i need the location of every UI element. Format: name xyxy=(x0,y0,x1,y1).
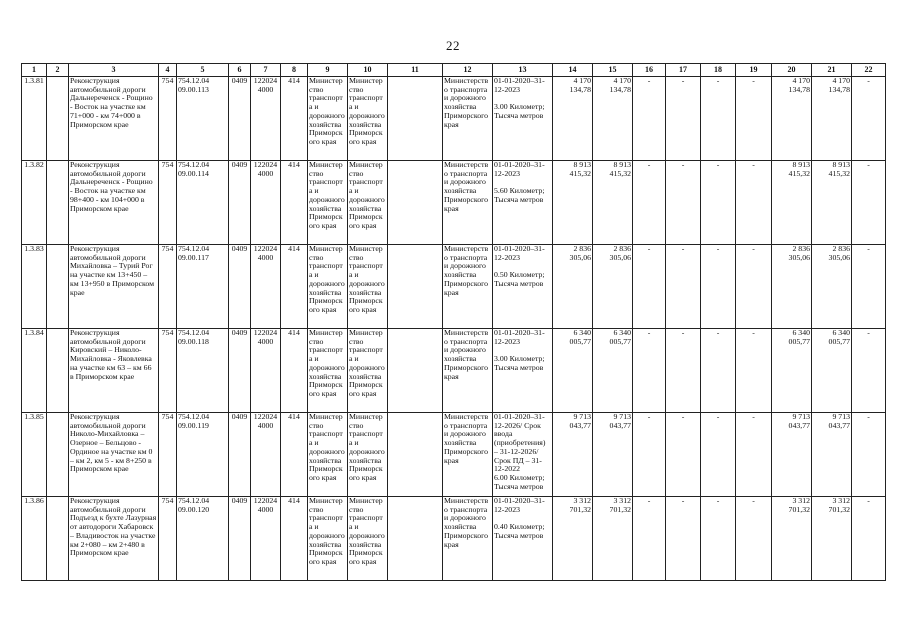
header-cell: 13 xyxy=(493,64,553,77)
dash-cell: - xyxy=(701,245,736,329)
amount-cell: 8 913 415,32 xyxy=(772,161,812,245)
dash-cell: - xyxy=(701,413,736,497)
amount-cell: 4 170 134,78 xyxy=(812,77,852,161)
code-cell: 754.12.04 09.00.113 xyxy=(177,77,229,161)
dash-cell: - xyxy=(852,497,886,581)
table-row xyxy=(22,497,886,581)
dash-cell: - xyxy=(633,329,666,413)
dash-cell: - xyxy=(736,161,772,245)
amount-cell: 8 913 415,32 xyxy=(812,161,852,245)
header-cell: 17 xyxy=(666,64,701,77)
header-cell: 12 xyxy=(443,64,493,77)
recipient-cell: Министерство транспорта и дорожного хозяйства Приморского края xyxy=(443,77,493,161)
col4-cell: 754 xyxy=(159,245,177,329)
header-cell: 3 xyxy=(69,64,159,77)
col11-cell xyxy=(388,161,443,245)
header-cell: 18 xyxy=(701,64,736,77)
col11-cell xyxy=(388,77,443,161)
project-name-cell: Реконструкция автомобильной дороги Михайловка – Турий Рог на участке км 13+450 – км 13+950 в Приморском крае xyxy=(69,245,159,329)
developer-cell: Министерство транспорта и дорожного хозяйства Приморского края xyxy=(348,497,388,581)
dash-cell: - xyxy=(633,161,666,245)
target-code-cell: 122024 4000 xyxy=(251,161,281,245)
page-number: 22 xyxy=(446,38,460,53)
blank-cell xyxy=(47,77,69,161)
project-name-cell: Реконструкция автомобильной дороги Дальнереченск - Рощино - Восток на участке км 98+400 - км 104+000 в Приморском крае xyxy=(69,161,159,245)
header-cell: 10 xyxy=(348,64,388,77)
project-name-cell: Реконструкция автомобильной дороги Дальнереченск - Рощино - Восток на участке км 71+000 - км 74+000 в Приморском крае xyxy=(69,77,159,161)
developer-cell: Министерство транспорта и дорожного хозяйства Приморского края xyxy=(348,77,388,161)
expense-type-cell: 414 xyxy=(281,413,308,497)
dash-cell: - xyxy=(701,329,736,413)
dash-cell: - xyxy=(736,413,772,497)
amount-cell: 6 340 005,77 xyxy=(812,329,852,413)
blank-cell xyxy=(47,497,69,581)
period-capacity-cell: 01-01-2020–31-12-2023 3.00 Километр; Тысяча метров xyxy=(493,77,553,161)
period-capacity-cell: 01-01-2020–31-12-2023 5.60 Километр; Тысяча метров xyxy=(493,161,553,245)
dash-cell: - xyxy=(633,245,666,329)
blank-cell xyxy=(47,161,69,245)
dash-cell: - xyxy=(666,245,701,329)
header-cell: 16 xyxy=(633,64,666,77)
header-cell: 2 xyxy=(47,64,69,77)
dash-cell: - xyxy=(701,77,736,161)
blank-cell xyxy=(47,245,69,329)
expense-type-cell: 414 xyxy=(281,329,308,413)
amount-cell: 6 340 005,77 xyxy=(553,329,593,413)
amount-cell: 9 713 043,77 xyxy=(593,413,633,497)
amount-cell: 6 340 005,77 xyxy=(772,329,812,413)
col4-cell: 754 xyxy=(159,413,177,497)
row-number-cell: 1.3.81 xyxy=(22,77,47,161)
dash-cell: - xyxy=(852,77,886,161)
period-capacity-cell: 01-01-2020–31-12-2023 3.00 Километр; Тысяча метров xyxy=(493,329,553,413)
col4-cell: 754 xyxy=(159,497,177,581)
col11-cell xyxy=(388,413,443,497)
developer-cell: Министерство транспорта и дорожного хозяйства Приморского края xyxy=(348,329,388,413)
header-cell: 11 xyxy=(388,64,443,77)
amount-cell: 3 312 701,32 xyxy=(593,497,633,581)
header-cell: 21 xyxy=(812,64,852,77)
header-cell: 19 xyxy=(736,64,772,77)
row-number-cell: 1.3.85 xyxy=(22,413,47,497)
col4-cell: 754 xyxy=(159,77,177,161)
section-code-cell: 0409 xyxy=(229,413,251,497)
blank-cell xyxy=(47,413,69,497)
section-code-cell: 0409 xyxy=(229,329,251,413)
header-cell: 8 xyxy=(281,64,308,77)
col4-cell: 754 xyxy=(159,329,177,413)
dash-cell: - xyxy=(666,329,701,413)
section-code-cell: 0409 xyxy=(229,497,251,581)
target-code-cell: 122024 4000 xyxy=(251,329,281,413)
dash-cell: - xyxy=(736,497,772,581)
recipient-cell: Министерство транспорта и дорожного хозяйства Приморского края xyxy=(443,413,493,497)
dash-cell: - xyxy=(736,77,772,161)
code-cell: 754.12.04 09.00.119 xyxy=(177,413,229,497)
amount-cell: 3 312 701,32 xyxy=(812,497,852,581)
developer-cell: Министерство транспорта и дорожного хозяйства Приморского края xyxy=(348,413,388,497)
data-table xyxy=(21,63,886,581)
col4-cell: 754 xyxy=(159,161,177,245)
header-cell: 15 xyxy=(593,64,633,77)
table-body xyxy=(22,77,886,581)
developer-cell: Министерство транспорта и дорожного хозяйства Приморского края xyxy=(348,161,388,245)
section-code-cell: 0409 xyxy=(229,77,251,161)
row-number-cell: 1.3.83 xyxy=(22,245,47,329)
customer-cell: Министерство транспорта и дорожного хозяйства Приморского края xyxy=(308,497,348,581)
expense-type-cell: 414 xyxy=(281,161,308,245)
dash-cell: - xyxy=(666,161,701,245)
header-row xyxy=(22,64,886,77)
customer-cell: Министерство транспорта и дорожного хозяйства Приморского края xyxy=(308,77,348,161)
amount-cell: 2 836 305,06 xyxy=(553,245,593,329)
header-cell: 9 xyxy=(308,64,348,77)
period-capacity-cell: 01-01-2020–31-12-2023 0.50 Километр; Тысяча метров xyxy=(493,245,553,329)
amount-cell: 9 713 043,77 xyxy=(812,413,852,497)
target-code-cell: 122024 4000 xyxy=(251,413,281,497)
table-row xyxy=(22,329,886,413)
table-row xyxy=(22,77,886,161)
amount-cell: 2 836 305,06 xyxy=(772,245,812,329)
dash-cell: - xyxy=(666,77,701,161)
row-number-cell: 1.3.82 xyxy=(22,161,47,245)
project-name-cell: Реконструкция автомобильной дороги Николо-Михайловка – Озерное – Бельцово - Ординое на участке км 0 – км 2, км 5 - км 8+250 в Приморском крае xyxy=(69,413,159,497)
header-cell: 7 xyxy=(251,64,281,77)
dash-cell: - xyxy=(666,497,701,581)
amount-cell: 3 312 701,32 xyxy=(553,497,593,581)
code-cell: 754.12.04 09.00.114 xyxy=(177,161,229,245)
dash-cell: - xyxy=(633,413,666,497)
dash-cell: - xyxy=(666,413,701,497)
recipient-cell: Министерство транспорта и дорожного хозяйства Приморского края xyxy=(443,329,493,413)
code-cell: 754.12.04 09.00.117 xyxy=(177,245,229,329)
header-cell: 1 xyxy=(22,64,47,77)
target-code-cell: 122024 4000 xyxy=(251,245,281,329)
customer-cell: Министерство транспорта и дорожного хозяйства Приморского края xyxy=(308,329,348,413)
amount-cell: 2 836 305,06 xyxy=(812,245,852,329)
expense-type-cell: 414 xyxy=(281,497,308,581)
expense-type-cell: 414 xyxy=(281,77,308,161)
project-name-cell: Реконструкция автомобильной дороги Кировский – Николо-Михайловка - Яковлевка на участке км 63 – км 66 в Приморском крае xyxy=(69,329,159,413)
header-cell: 14 xyxy=(553,64,593,77)
code-cell: 754.12.04 09.00.118 xyxy=(177,329,229,413)
target-code-cell: 122024 4000 xyxy=(251,497,281,581)
customer-cell: Министерство транспорта и дорожного хозяйства Приморского края xyxy=(308,413,348,497)
project-name-cell: Реконструкция автомобильной дороги Подъезд к бухте Лазурная от автодороги Хабаровск – Владивосток на участке км 2+080 – км 2+480 в Приморском крае xyxy=(69,497,159,581)
amount-cell: 8 913 415,32 xyxy=(553,161,593,245)
table-row xyxy=(22,413,886,497)
amount-cell: 2 836 305,06 xyxy=(593,245,633,329)
code-cell: 754.12.04 09.00.120 xyxy=(177,497,229,581)
target-code-cell: 122024 4000 xyxy=(251,77,281,161)
amount-cell: 6 340 005,77 xyxy=(593,329,633,413)
period-capacity-cell: 01-01-2020–31-12-2026/ Срок ввода (приобретения) – 31-12-2026/ Срок ПД – 31-12-2022 6.00 Километр; Тысяча метров xyxy=(493,413,553,497)
customer-cell: Министерство транспорта и дорожного хозяйства Приморского края xyxy=(308,161,348,245)
header-cell: 4 xyxy=(159,64,177,77)
col11-cell xyxy=(388,329,443,413)
recipient-cell: Министерство транспорта и дорожного хозяйства Приморского края xyxy=(443,161,493,245)
amount-cell: 4 170 134,78 xyxy=(553,77,593,161)
dash-cell: - xyxy=(852,161,886,245)
dash-cell: - xyxy=(852,329,886,413)
amount-cell: 8 913 415,32 xyxy=(593,161,633,245)
dash-cell: - xyxy=(701,497,736,581)
header-cell: 6 xyxy=(229,64,251,77)
amount-cell: 9 713 043,77 xyxy=(553,413,593,497)
section-code-cell: 0409 xyxy=(229,245,251,329)
dash-cell: - xyxy=(852,413,886,497)
blank-cell xyxy=(47,329,69,413)
col11-cell xyxy=(388,497,443,581)
amount-cell: 4 170 134,78 xyxy=(772,77,812,161)
row-number-cell: 1.3.86 xyxy=(22,497,47,581)
recipient-cell: Министерство транспорта и дорожного хозяйства Приморского края xyxy=(443,497,493,581)
col11-cell xyxy=(388,245,443,329)
header-cell: 22 xyxy=(852,64,886,77)
header-cell: 5 xyxy=(177,64,229,77)
dash-cell: - xyxy=(633,497,666,581)
amount-cell: 4 170 134,78 xyxy=(593,77,633,161)
table-row xyxy=(22,245,886,329)
row-number-cell: 1.3.84 xyxy=(22,329,47,413)
section-code-cell: 0409 xyxy=(229,161,251,245)
developer-cell: Министерство транспорта и дорожного хозяйства Приморского края xyxy=(348,245,388,329)
dash-cell: - xyxy=(736,245,772,329)
amount-cell: 3 312 701,32 xyxy=(772,497,812,581)
dash-cell: - xyxy=(736,329,772,413)
period-capacity-cell: 01-01-2020–31-12-2023 0.40 Километр; Тысяча метров xyxy=(493,497,553,581)
expense-type-cell: 414 xyxy=(281,245,308,329)
customer-cell: Министерство транспорта и дорожного хозяйства Приморского края xyxy=(308,245,348,329)
header-cell: 20 xyxy=(772,64,812,77)
recipient-cell: Министерство транспорта и дорожного хозяйства Приморского края xyxy=(443,245,493,329)
dash-cell: - xyxy=(852,245,886,329)
dash-cell: - xyxy=(701,161,736,245)
amount-cell: 9 713 043,77 xyxy=(772,413,812,497)
table-row xyxy=(22,161,886,245)
dash-cell: - xyxy=(633,77,666,161)
